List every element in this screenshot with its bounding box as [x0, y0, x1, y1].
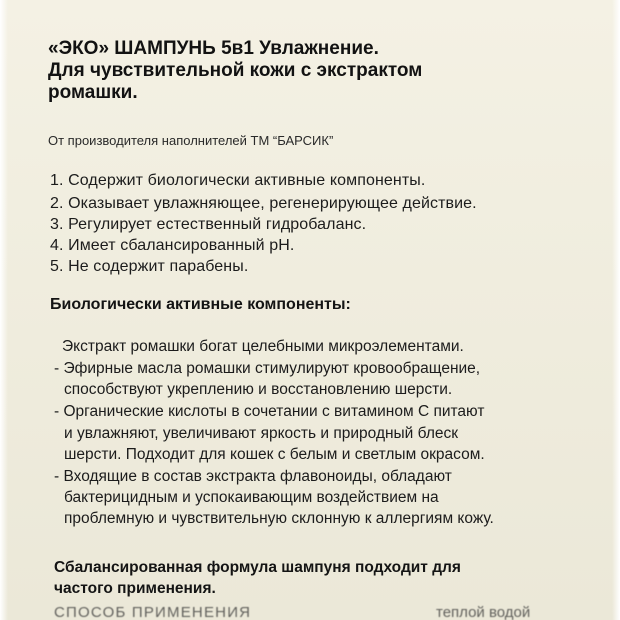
product-title-line-2: Для чувствительной кожи с экстрактом — [48, 60, 423, 81]
product-title-line-1: «ЭКО» ШАМПУНЬ 5в1 Увлажнение. — [48, 38, 379, 59]
product-title-line-3: ромашки. — [48, 82, 138, 103]
components-line: - Органические кислоты в сочетании с витамином С питают — [54, 403, 485, 420]
components-line: - Эфирные масла ромашки стимулируют кровообращение, — [54, 360, 481, 377]
components-line: бактерицидным и успокаивающим воздействием на — [64, 489, 439, 506]
label-edge-right — [612, 0, 620, 620]
feature-item: 4. Имеет сбалансированный pH. — [50, 237, 295, 254]
components-heading: Биологически активные компоненты: — [50, 296, 351, 313]
manufacturer-note: От производителя наполнителей ТМ “БАРСИК” — [48, 133, 334, 148]
components-line: способствуют укреплению и восстановлению шерсти. — [64, 381, 453, 398]
components-line: шерсти. Подходит для кошек с белым и светлым окрасом. — [64, 446, 485, 463]
cut-off-text-right: теплой водой — [436, 604, 531, 620]
feature-item: 5. Не содержит парабены. — [50, 258, 249, 275]
cut-off-text-left: СПОСОБ ПРИМЕНЕНИЯ — [54, 604, 252, 620]
formula-note-line-1: Сбалансированная формула шампуня подходит для — [54, 559, 461, 576]
components-line: и увлажняют, увеличивают яркость и природный блеск — [64, 425, 459, 442]
feature-item: 2. Оказывает увлажняющее, регенерирующее действие. — [50, 195, 477, 212]
feature-item: 1. Содержит биологически активные компоненты. — [50, 172, 426, 189]
feature-item: 3. Регулирует естественный гидробаланс. — [50, 216, 367, 233]
components-line: Экстракт ромашки богат целебными микроэлементами. — [62, 338, 464, 355]
formula-note-line-2: частого применения. — [54, 580, 216, 597]
components-line: - Входящие в состав экстракта флавоноиды, обладают — [54, 468, 452, 485]
components-line: проблемную и чувствительную склонную к аллергиям кожу. — [64, 510, 494, 527]
label-edge-left — [0, 0, 8, 620]
